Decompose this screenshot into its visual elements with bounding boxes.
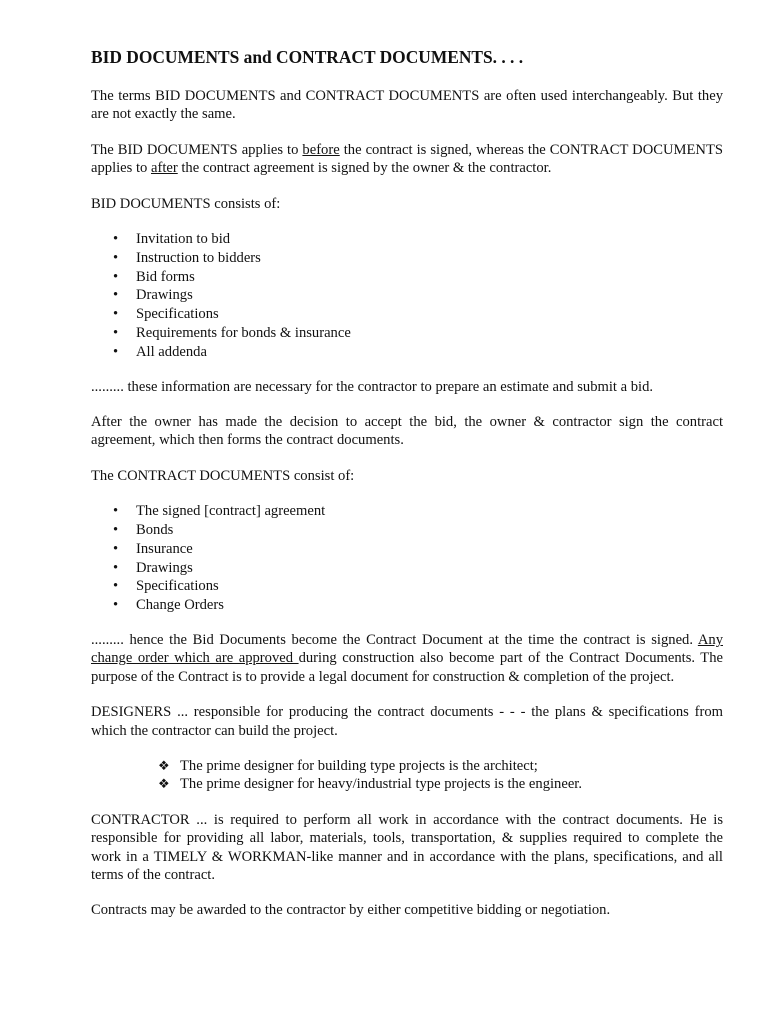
distinction-text-2: the contract is signed, whereas the CONTRACT DOCUMENTS applies to: [91, 141, 723, 177]
change-order-underlined: Any change order which are approved: [91, 632, 723, 667]
distinction-text-1: The BID DOCUMENTS applies to: [91, 141, 303, 158]
list-item: • Instruction to bidders: [91, 249, 723, 268]
four-diamond-icon: ❖: [158, 758, 170, 774]
designer-list: [132, 757, 723, 794]
award-paragraph: Contracts may be awarded to the contractor by either competitive bidding or negotiation.: [91, 902, 611, 919]
list-item: • The signed [contract] agreement: [91, 502, 723, 521]
list-item: • Insurance: [91, 540, 723, 559]
distinction-text-3: the contract agreement is signed by the owner & the contractor.: [177, 160, 552, 177]
list-item: • Drawings: [91, 286, 723, 305]
list-item: • Bid forms: [91, 268, 723, 287]
before-underlined: before: [302, 141, 340, 158]
designer-item-text: The prime designer for building type projects is the architect;: [180, 758, 538, 775]
list-item: • Specifications: [91, 305, 723, 324]
change-order-text-1: ......... hence the Bid Documents become the Contract Document at the time the contract is signed.: [91, 632, 698, 649]
list-item: • Requirements for bonds & insurance: [91, 324, 723, 343]
distinction-paragraph: [91, 141, 723, 178]
list-item: • Drawings: [91, 559, 723, 578]
bid-documents-heading: BID DOCUMENTS consists of:: [91, 195, 281, 212]
contract-documents-list: [91, 502, 723, 615]
document-title: BID DOCUMENTS and CONTRACT DOCUMENTS. . . .: [91, 47, 524, 67]
intro-paragraph: The terms BID DOCUMENTS and CONTRACT DOCUMENTS are often used interchangeably. But they are not exactly the same.: [91, 88, 723, 123]
list-item: • Specifications: [91, 577, 723, 596]
list-item: • Bonds: [91, 521, 723, 540]
document-page: [91, 46, 723, 937]
four-diamond-icon: ❖: [158, 776, 170, 792]
list-item: [132, 757, 723, 775]
contract-documents-heading: The CONTRACT DOCUMENTS consist of:: [91, 467, 355, 484]
list-item: [132, 775, 723, 793]
change-order-paragraph: [91, 631, 723, 686]
designer-item-text: The prime designer for heavy/industrial type projects is the engineer.: [180, 776, 583, 793]
agreement-paragraph: After the owner has made the decision to accept the bid, the owner & contractor sign the contract agreement, which then forms the contract documents.: [91, 414, 723, 449]
estimate-paragraph: ......... these information are necessary for the contractor to prepare an estimate and submit a bid.: [91, 378, 654, 395]
bid-documents-list: [91, 230, 723, 362]
change-order-text-2: during construction also become part of the Contract Documents. The purpose of the Contract is to provide a legal document for construction & completion of the project.: [91, 650, 723, 685]
after-underlined: after: [151, 160, 178, 177]
contractor-paragraph: CONTRACTOR ... is required to perform all work in accordance with the contract documents. He is responsible for providing all labor, materials, tools, transportation, & supplies required to complete the work in a TIMELY & WORKMAN-like manner and in accordance with the plans, specifications, and all terms of the contract.: [91, 811, 723, 884]
designers-paragraph: DESIGNERS ... responsible for producing the contract documents - - - the plans & specifications from which the contractor can build the project.: [91, 704, 723, 739]
list-item: • All addenda: [91, 343, 723, 362]
list-item: • Invitation to bid: [91, 230, 723, 249]
list-item: • Change Orders: [91, 596, 723, 615]
